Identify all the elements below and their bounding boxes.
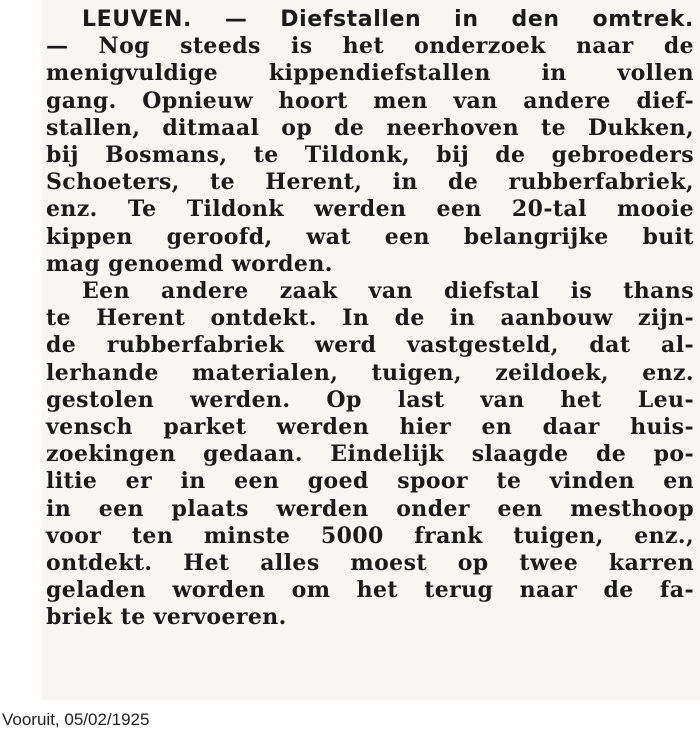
- article-line: ontdekt. Het alles moest op twee karren: [46, 550, 694, 577]
- article-line: geladen worden om het terug naar de fa-: [46, 577, 694, 604]
- article-line: gang. Opnieuw hoort men van andere dief-: [46, 87, 694, 114]
- article-line: bij Bosmans, te Tildonk, bij de gebroeders: [46, 142, 694, 169]
- article-line: Een andere zaak van diefstal is thans: [82, 278, 694, 305]
- article-line: Schoeters, te Herent, in de rubberfabriek,: [46, 169, 694, 196]
- article-line: gestolen werden. Op last van het Leu-: [46, 386, 694, 413]
- article-line: vensch parket werden hier en daar huis-: [46, 414, 694, 441]
- source-caption: Vooruit, 05/02/1925: [2, 710, 150, 729]
- article-line: lerhande materialen, tuigen, zeildoek, enz.: [46, 359, 694, 386]
- newspaper-clipping: [42, 0, 700, 700]
- article-line: menigvuldige kippendiefstallen in vollen: [46, 60, 694, 87]
- article-line: — Nog steeds is het onderzoek naar de: [46, 33, 694, 60]
- article-line: voor ten minste 5000 frank tuigen, enz.,: [46, 522, 694, 549]
- article-headline: LEUVEN. — Diefstallen in den omtrek.: [82, 7, 694, 32]
- article-line: zoekingen gedaan. Eindelijk slaagde de po-: [46, 441, 694, 468]
- article-line: de rubberfabriek werd vastgesteld, dat al-: [46, 332, 694, 359]
- article-line: mag genoemd worden.: [46, 250, 333, 277]
- article-line: enz. Te Tildonk werden een 20-tal mooie: [46, 196, 694, 223]
- article-line: kippen geroofd, wat een belangrijke buit: [46, 223, 694, 250]
- article-line: te Herent ontdekt. In de in aanbouw zijn-: [46, 305, 694, 332]
- article-line: briek te vervoeren.: [46, 604, 287, 631]
- article-line: in een plaats werden onder een mesthoop: [46, 495, 694, 522]
- article-line: litie er in een goed spoor te vinden en: [46, 468, 694, 495]
- article-line: stallen, ditmaal op de neerhoven te Dukken,: [46, 114, 694, 141]
